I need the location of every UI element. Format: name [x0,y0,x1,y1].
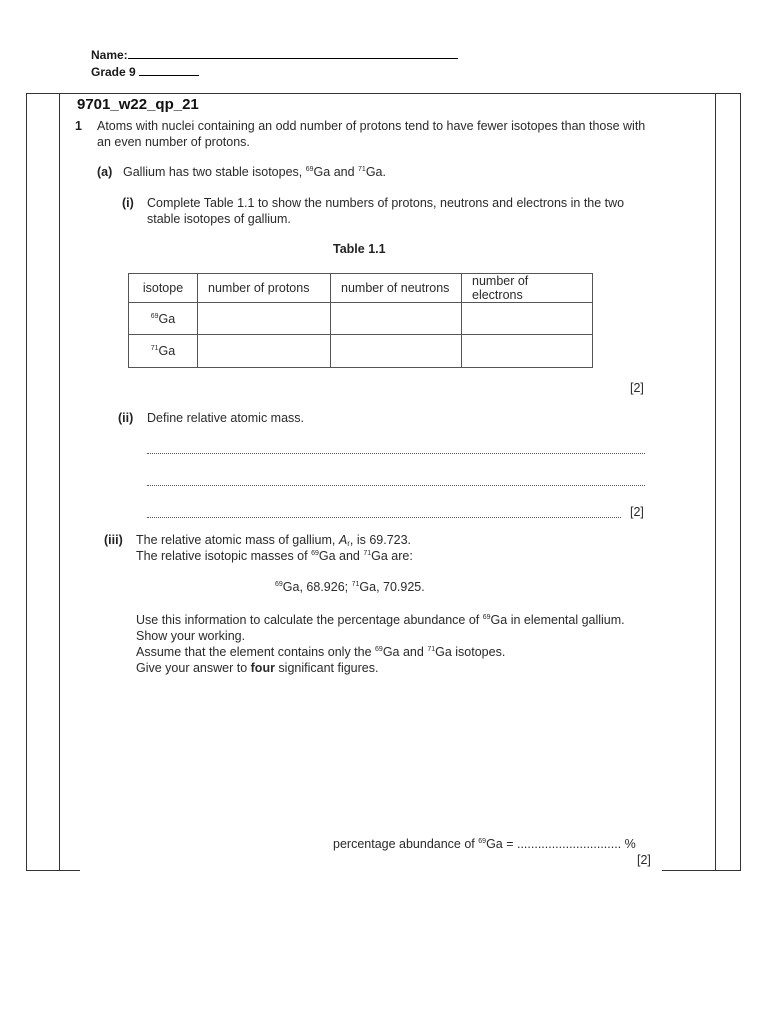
part-ii-marks: [2] [630,505,644,519]
instruction-3: Assume that the element contains only the $^{69}$Ga and $^{71}$Ga isotopes. [136,645,506,659]
part-iii-line1: The relative atomic mass of gallium, $A_r$, is 69.723. [136,533,412,548]
frame-bottom-right [662,870,741,871]
question-number: 1 [75,119,82,133]
header-electrons: number of electrons [462,274,593,303]
neutrons-cell[interactable] [331,303,462,335]
table-row [129,335,593,368]
part-ii-text: Define relative atomic mass. [147,411,305,425]
frame-left-inner [59,93,60,871]
protons-cell[interactable] [198,335,331,368]
paper-code: 9701_w22_qp_21 [77,96,199,113]
answer-line[interactable] [147,516,621,518]
table-header-row [129,274,593,303]
protons-cell[interactable] [198,303,331,335]
grade-field[interactable] [91,65,199,79]
isotope-table [128,273,593,368]
question-intro: Atoms with nuclei containing an odd number of protons tend to have fewer isotopes than those with an even number of protons. [97,119,646,149]
frame-right-outer [740,93,741,871]
grade-blank[interactable] [139,65,199,76]
grade-label: Grade 9 [91,65,136,79]
frame-top [26,93,741,94]
table-row [129,303,593,335]
isotope-cell: $^{71}$Ga [129,335,198,368]
part-iii-label: (iii) [104,533,123,547]
answer-dots: .............................. [516,837,622,851]
frame-right-inner [715,93,716,871]
table-title: Table 1.1 [333,242,386,256]
part-ii-label: (ii) [118,411,134,425]
part-a-label: (a) [97,165,113,179]
part-iii-marks: [2] [637,853,651,867]
header-isotope: isotope [129,274,198,303]
electrons-cell[interactable] [462,335,593,368]
name-label: Name: [91,48,128,62]
neutrons-cell[interactable] [331,335,462,368]
frame-bottom-left [26,870,80,871]
header-neutrons: number of neutrons [331,274,462,303]
header-protons: number of protons [198,274,331,303]
frame-left-outer [26,93,27,871]
electrons-cell[interactable] [462,303,593,335]
answer-line[interactable] [147,452,645,454]
part-a-text: Gallium has two stable isotopes, $^{69}$Ga and $^{71}$Ga. [123,165,386,179]
instruction-2: Show your working. [136,629,246,643]
part-i-marks: [2] [630,381,644,395]
name-field[interactable] [91,48,458,62]
part-i-label: (i) [122,196,134,210]
part-iii-line2: The relative isotopic masses of $^{69}$Ga and $^{71}$Ga are: [136,549,413,563]
isotopic-masses: $^{69}$Ga, 68.926; $^{71}$Ga, 70.925. [275,580,425,594]
answer-line[interactable] [147,484,645,486]
instruction-4: Give your answer to four significant figures. [136,661,379,675]
part-i-text: Complete Table 1.1 to show the numbers of protons, neutrons and electrons in the two stable isotopes of gallium. [147,196,625,226]
percentage-answer[interactable]: percentage abundance of $^{69}$Ga = .............................. % [333,837,636,851]
isotope-cell: $^{69}$Ga [129,303,198,335]
name-blank[interactable] [128,48,458,59]
instruction-1: Use this information to calculate the percentage abundance of $^{69}$Ga in elemental gallium. [136,613,625,627]
